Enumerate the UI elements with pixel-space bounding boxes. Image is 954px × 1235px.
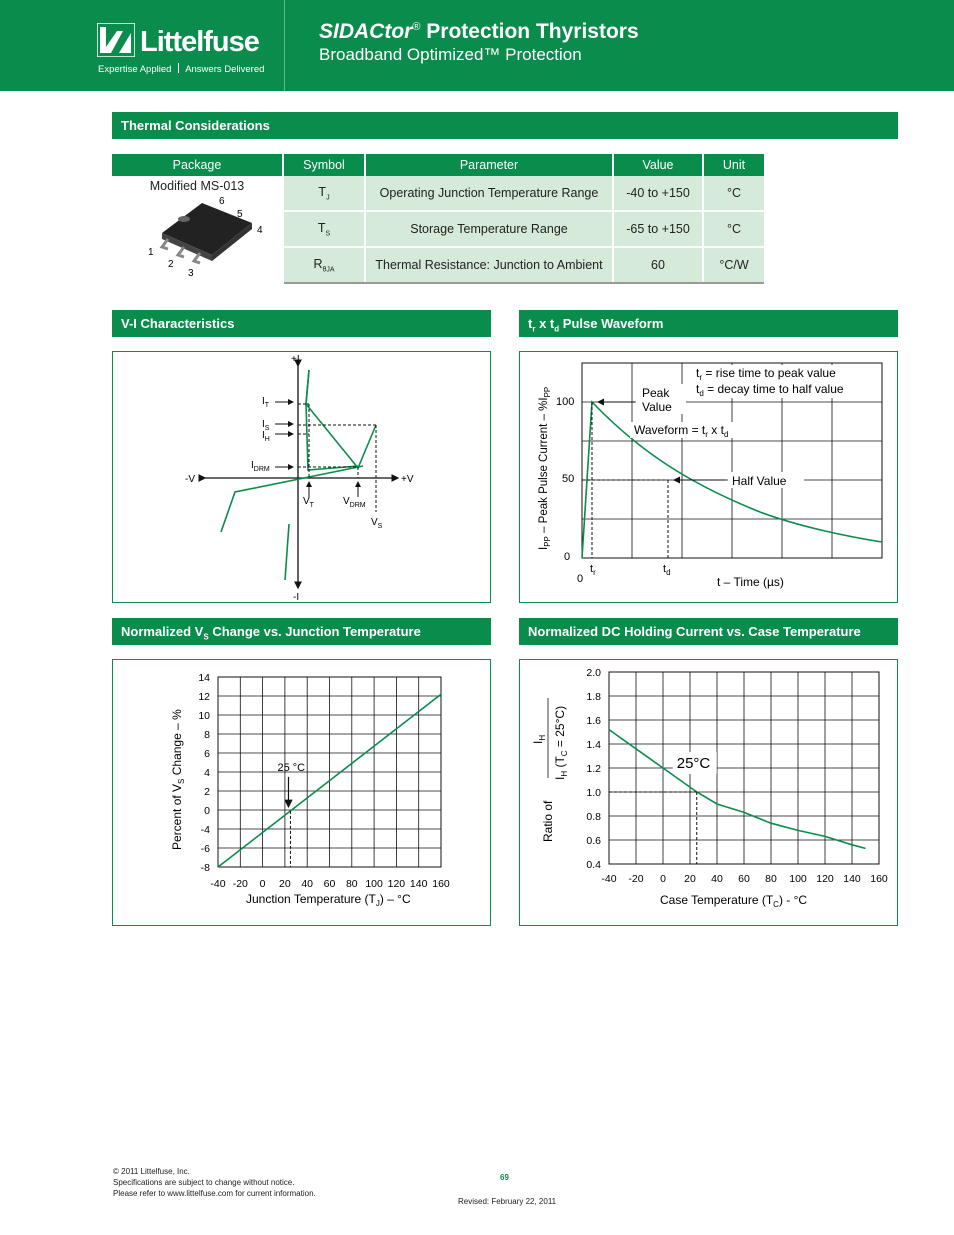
value-cell: -65 to +150	[613, 211, 703, 247]
vi-label-idrm: $I_{DRM}$	[251, 460, 270, 473]
x-tick-label: -20	[628, 873, 644, 885]
x-tick-label: 80	[345, 878, 358, 890]
col-value: Value	[613, 154, 703, 176]
y-tick-label: 0.6	[586, 835, 601, 847]
x-tick-label: 100	[365, 878, 383, 890]
x-tick-label: -40	[210, 878, 226, 890]
page-number: 69	[500, 1173, 509, 1182]
pulse-section-title: $t_r$ x $t_d$ Pulse Waveform	[519, 310, 898, 337]
logo-area	[0, 0, 285, 91]
x-tick-label: 0	[259, 878, 266, 890]
unit-cell: °C	[703, 211, 764, 247]
footer-copyright: © 2011 Littelfuse, Inc. Specifications are subject to change without notice. Please refer to www.littelfuse.com for current information.	[113, 1167, 316, 1198]
y-tick-label: 1.4	[586, 739, 601, 751]
vi-curve-positive	[306, 370, 376, 468]
hold-chart	[520, 660, 897, 925]
thermal-section-title: Thermal Considerations	[112, 112, 898, 139]
hold-section-title: Normalized DC Holding Current vs. Case Temperature	[519, 618, 898, 645]
unit-cell: °C/W	[703, 247, 764, 283]
page-header	[0, 0, 954, 91]
brand-name: Littelfuse	[140, 26, 259, 58]
col-parameter: Parameter	[365, 154, 613, 176]
y-tick-label: 1.2	[586, 763, 601, 775]
y-tick-label: 4	[204, 767, 210, 779]
y-tick-label: 6	[204, 748, 210, 760]
hold-chart-box	[519, 659, 898, 926]
littelfuse-logo-icon	[97, 23, 135, 57]
pulse-ytick-100: 100	[556, 396, 575, 408]
vs-annotation: 25 °C	[277, 761, 306, 774]
svg-text:2: 2	[168, 259, 174, 270]
thermal-table	[112, 154, 764, 284]
y-tick-label: 2	[204, 786, 210, 798]
hold-ylabel-top: $I_H$	[531, 734, 547, 744]
vs-chart	[113, 660, 490, 925]
x-tick-label: 40	[711, 873, 723, 885]
peak-label-1: Peak	[642, 386, 670, 400]
svg-text:3: 3	[188, 268, 194, 277]
x-tick-label: 160	[870, 873, 888, 885]
vi-label-vdrm: $V_{DRM}$	[343, 496, 366, 509]
revision-date: Revised: February 22, 2011	[458, 1197, 557, 1206]
vi-section-title: V-I Characteristics	[112, 310, 491, 337]
hold-series-line	[609, 730, 866, 849]
svg-text:1: 1	[148, 247, 154, 258]
vi-label-is: $I_S$	[262, 419, 270, 432]
x-tick-label: 20	[279, 878, 291, 890]
pulse-tr-label: $t_r$	[590, 563, 596, 577]
hold-ylabel-bottom: $I_H$ $(T_C = 25^\circ C)$	[553, 705, 569, 780]
y-tick-label: 10	[198, 710, 210, 722]
x-tick-label: 20	[684, 873, 696, 885]
vi-label-it: $I_T$	[262, 396, 270, 409]
x-tick-label: 100	[789, 873, 807, 885]
x-tick-label: 40	[301, 878, 314, 890]
table-header-row	[112, 154, 764, 176]
symbol-cell: $T_S$	[283, 211, 365, 247]
x-tick-label: 60	[738, 873, 750, 885]
svg-text:6: 6	[219, 196, 225, 207]
y-tick-label: 1.8	[586, 691, 601, 703]
vs-ylabel: Percent of $V_S$ Change – %	[170, 709, 186, 850]
pulse-ylabel: $I_{PP}$ – Peak Pulse Current – $\%I_{PP}$	[538, 386, 552, 550]
x-tick-label: 140	[843, 873, 861, 885]
vi-curve-negative-breakover	[285, 524, 289, 580]
y-tick-label: 0.4	[586, 859, 601, 871]
y-tick-label: 12	[198, 691, 210, 703]
vi-chart-box	[112, 351, 491, 603]
pulse-ytick-0: 0	[564, 551, 571, 563]
svg-text:4: 4	[257, 225, 263, 236]
x-tick-label: 140	[409, 878, 428, 890]
x-tick-label: 120	[387, 878, 406, 890]
package-cell	[112, 176, 283, 283]
vs-section-title: Normalized $V_S$ Change vs. Junction Temperature	[112, 618, 491, 645]
ms013-package-icon	[122, 193, 272, 277]
waveform-label: Waveform = $t_r$ x $t_d$	[634, 423, 729, 439]
col-unit: Unit	[703, 154, 764, 176]
y-tick-label: 2.0	[586, 667, 601, 679]
parameter-cell: Thermal Resistance: Junction to Ambient	[365, 247, 613, 283]
pulse-td-label: $t_d$	[663, 563, 671, 577]
package-name: Modified MS-013	[149, 179, 245, 193]
x-tick-label: -40	[601, 873, 617, 885]
y-tick-label: 1.6	[586, 715, 601, 727]
pulse-ytick-50: 50	[562, 473, 575, 485]
brand-tagline: Expertise Applied Answers Delivered	[98, 64, 265, 75]
x-tick-label: 60	[323, 878, 336, 890]
legend-rise: $t_r$ = rise time to peak value	[696, 366, 836, 382]
vi-curve-holding	[306, 370, 358, 470]
col-package: Package	[112, 154, 283, 176]
y-tick-label: -6	[200, 843, 210, 855]
pulse-xtick-0: 0	[577, 573, 584, 585]
page-title: SIDACtor® Protection Thyristors	[319, 20, 639, 43]
y-tick-label: 8	[204, 729, 210, 741]
legend-decay: $t_d$ = decay time to half value	[696, 382, 844, 398]
x-tick-label: -20	[232, 878, 248, 890]
value-cell: -40 to +150	[613, 176, 703, 211]
table-row	[112, 176, 764, 211]
vi-label-vs: $V_S$	[371, 517, 383, 530]
x-tick-label: 0	[660, 873, 666, 885]
vs-chart-box	[112, 659, 491, 926]
y-tick-label: 0	[204, 805, 210, 817]
vi-label-plus-v: +V	[401, 474, 414, 485]
symbol-cell: $R_{\theta JA}$	[283, 247, 365, 283]
hold-ylabel-ratio: Ratio of	[541, 800, 555, 842]
col-symbol: Symbol	[283, 154, 365, 176]
vi-curve-negative	[221, 466, 363, 532]
pulse-chart	[520, 352, 897, 602]
vi-label-vt: $V_T$	[303, 496, 314, 509]
y-tick-label: -4	[200, 824, 210, 836]
pulse-xlabel: t – Time (µs)	[717, 575, 784, 589]
svg-text:5: 5	[237, 209, 243, 220]
x-tick-label: 80	[765, 873, 777, 885]
vi-chart	[113, 352, 490, 602]
pulse-chart-box	[519, 351, 898, 603]
x-tick-label: 120	[816, 873, 834, 885]
y-tick-label: 1.0	[586, 787, 601, 799]
y-tick-label: 0.8	[586, 811, 601, 823]
hold-annotation: 25°C	[676, 755, 711, 772]
parameter-cell: Operating Junction Temperature Range	[365, 176, 613, 211]
y-tick-label: 14	[198, 672, 210, 684]
vs-xlabel: Junction Temperature $(T_J) - ^\circ C$	[246, 892, 411, 908]
symbol-cell: $T_J$	[283, 176, 365, 211]
vi-label-plus-i: +I	[291, 354, 300, 365]
x-tick-label: 160	[432, 878, 450, 890]
value-cell: 60	[613, 247, 703, 283]
hold-xlabel: Case Temperature $(T_C) - ^\circ C$	[660, 893, 808, 909]
vi-label-minus-i: -I	[293, 592, 300, 602]
y-tick-label: -8	[200, 862, 210, 874]
parameter-cell: Storage Temperature Range	[365, 211, 613, 247]
unit-cell: °C	[703, 176, 764, 211]
page-subtitle: Broadband Optimized™ Protection	[319, 45, 582, 64]
vi-label-ih: $I_H$	[262, 430, 270, 443]
vi-label-minus-v: -V	[185, 474, 195, 485]
peak-label-2: Value	[642, 400, 672, 414]
half-value-label: Half Value	[732, 474, 787, 488]
